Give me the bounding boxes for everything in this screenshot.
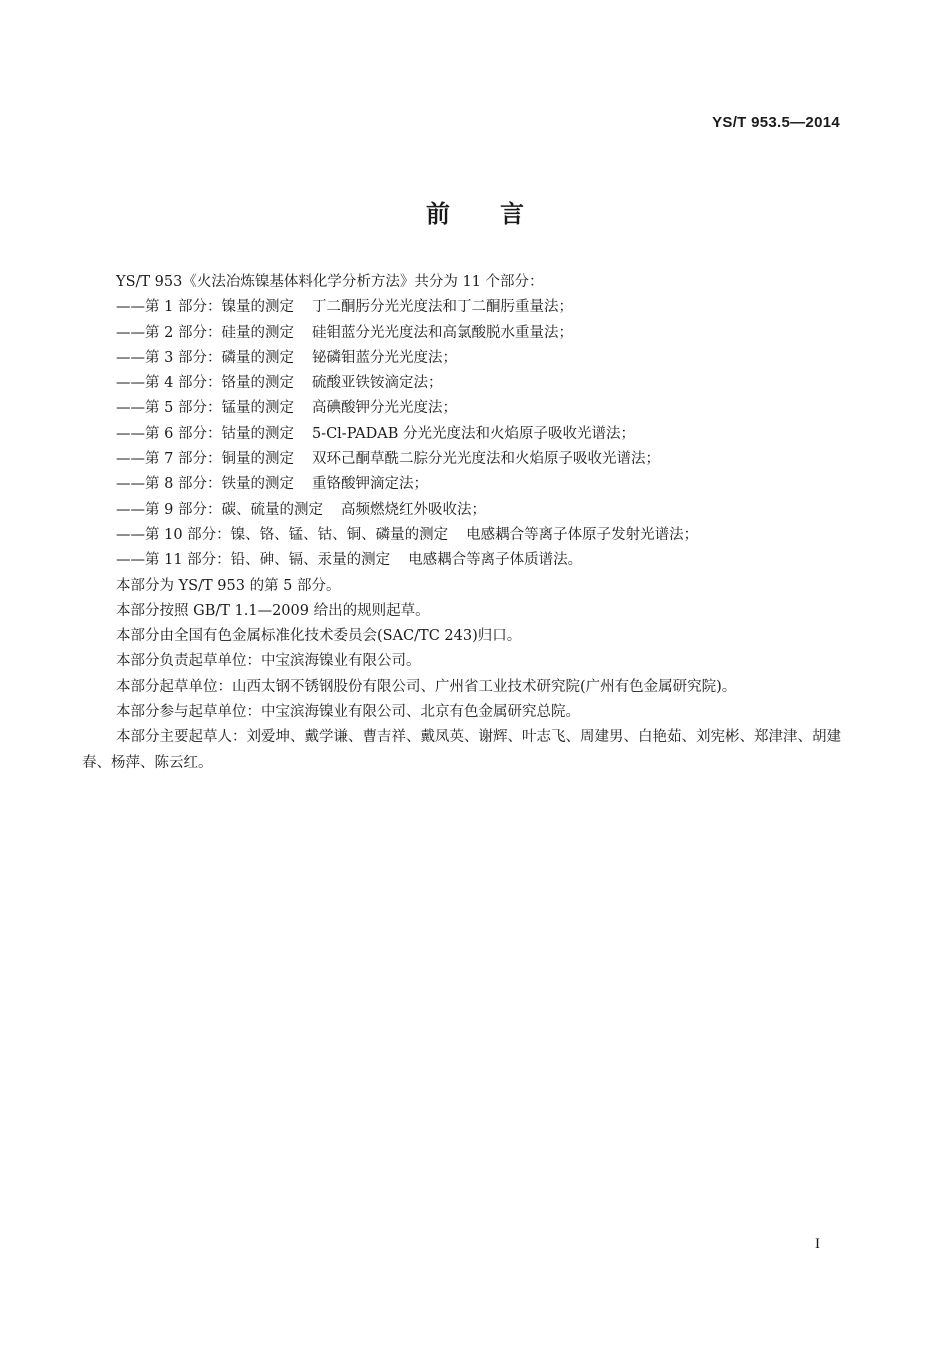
statement-drafting-units: 本部分起草单位：山西太钢不锈钢股份有限公司、广州省工业技术研究院(广州有色金属研究院)。 <box>116 678 737 695</box>
intro-paragraph: YS/T 953《火法冶炼镍基体料化学分析方法》共分为 11 个部分： <box>116 274 544 290</box>
part-label: ——第 8 部分：铁量的测定 <box>116 476 294 493</box>
page-title: 前言 <box>426 200 574 228</box>
list-item <box>82 371 862 396</box>
list-item <box>82 321 862 346</box>
part-method: 丁二酮肟分光光度法和丁二酮肟重量法； <box>311 299 573 316</box>
list-item <box>82 295 862 320</box>
part-label: ——第 10 部分：镍、铬、锰、钴、铜、磷量的测定 <box>116 526 449 543</box>
part-label: ——第 2 部分：硅量的测定 <box>116 324 294 341</box>
statement-drafting-rules: 本部分按照 GB/T 1.1—2009 给出的规则起草。 <box>116 602 430 619</box>
part-method: 高碘酸钾分光光度法； <box>311 400 457 417</box>
standard-number: YS/T 953.5—2014 <box>712 114 840 131</box>
statement-participating-units: 本部分参与起草单位：中宝滨海镍业有限公司、北京有色金属研究总院。 <box>116 704 580 721</box>
part-label: ——第 5 部分：锰量的测定 <box>116 400 294 417</box>
part-method: 5-Cl-PADAB 分光光度法和火焰原子吸收光谱法； <box>311 425 635 442</box>
part-method: 硫酸亚铁铵滴定法； <box>311 375 443 392</box>
foreword-body <box>82 270 862 776</box>
list-item <box>82 447 862 472</box>
statement-committee: 本部分由全国有色金属标准化技术委员会(SAC/TC 243)归口。 <box>116 628 522 645</box>
part-label: ——第 4 部分：铬量的测定 <box>116 375 294 392</box>
parts-list <box>82 295 862 573</box>
statement-responsible-unit: 本部分负责起草单位：中宝滨海镍业有限公司。 <box>116 653 421 670</box>
list-item <box>82 346 862 371</box>
part-label: ——第 7 部分：铜量的测定 <box>116 451 294 468</box>
list-item <box>82 498 862 523</box>
part-label: ——第 3 部分：磷量的测定 <box>116 349 294 366</box>
list-item <box>82 422 862 447</box>
list-item <box>82 472 862 497</box>
part-label: ——第 6 部分：钴量的测定 <box>116 425 294 442</box>
part-method: 重铬酸钾滴定法； <box>311 476 428 493</box>
part-method: 双环己酮草酰二腙分光光度法和火焰原子吸收光谱法； <box>311 451 660 468</box>
part-label: ——第 11 部分：铅、砷、镉、汞量的测定 <box>116 552 391 569</box>
part-label: ——第 9 部分：碳、硫量的测定 <box>116 501 323 518</box>
list-item <box>82 548 862 573</box>
part-method: 高频燃烧红外吸收法； <box>340 501 486 518</box>
part-method: 铋磷钼蓝分光光度法； <box>311 349 457 366</box>
part-method: 电感耦合等离子体原子发射光谱法； <box>466 526 699 543</box>
part-method: 电感耦合等离子体质谱法。 <box>408 552 583 569</box>
list-item <box>82 523 862 548</box>
page-number: I <box>815 1236 820 1252</box>
list-item <box>82 396 862 421</box>
part-method: 硅钼蓝分光光度法和高氯酸脱水重量法； <box>311 324 573 341</box>
statement-drafters: 本部分主要起草人：刘爱坤、戴学谦、曹吉祥、戴凤英、谢辉、叶志飞、周建男、白艳茹、刘宪彬、郑津津、胡建春、杨萍、陈云红。 <box>82 729 841 771</box>
part-label: ——第 1 部分：镍量的测定 <box>116 299 294 316</box>
statement-part-number: 本部分为 YS/T 953 的第 5 部分。 <box>116 577 341 594</box>
